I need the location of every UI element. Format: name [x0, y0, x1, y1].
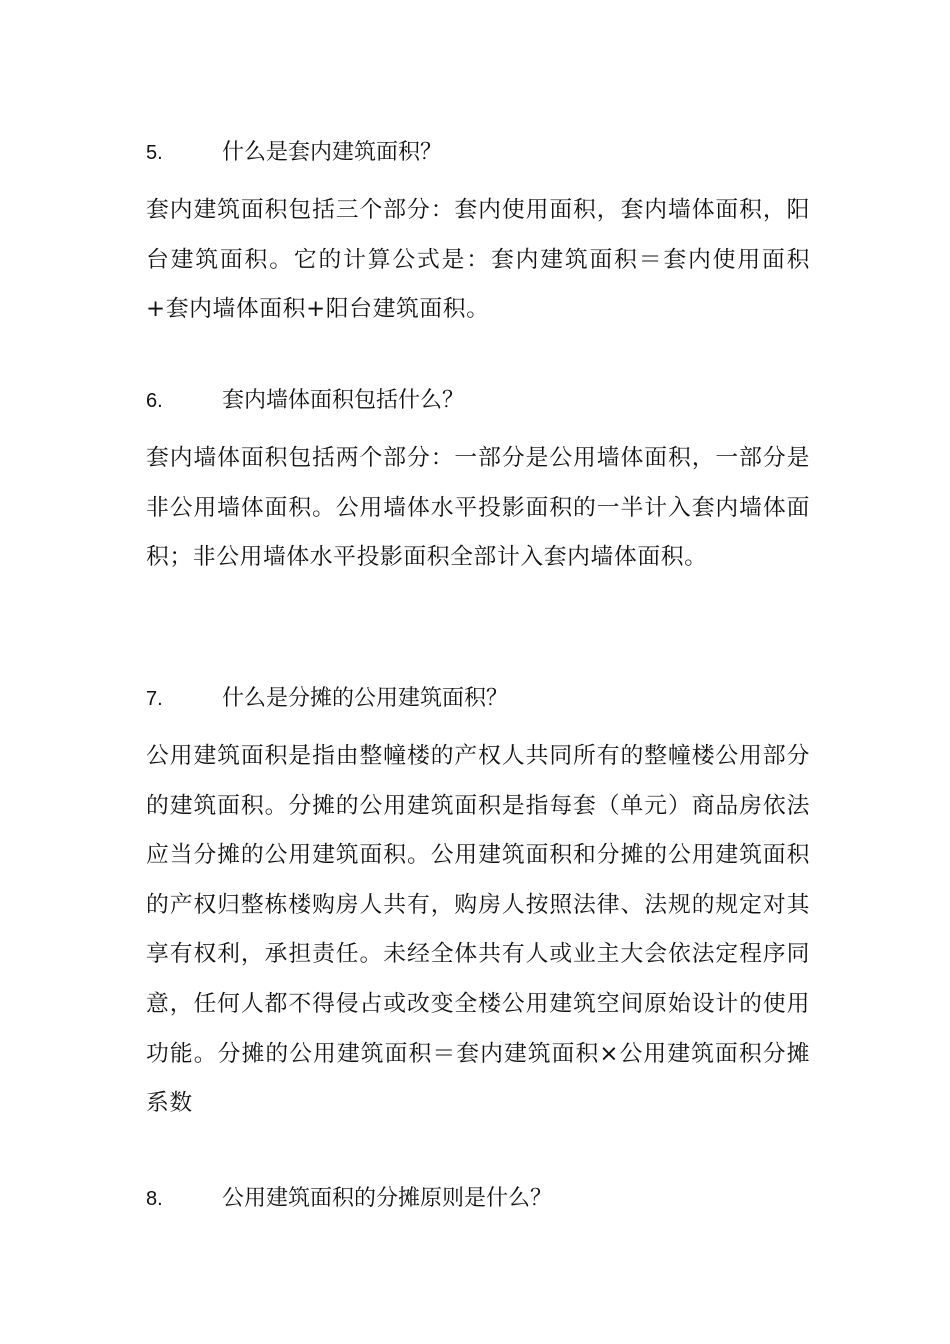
question-number: 8.	[146, 1188, 163, 1210]
answer-paragraph: 公用建筑面积是指由整幢楼的产权人共同所有的整幢楼公用部分的建筑面积。分摊的公用建筑面积是指每套（单元）商品房依法应当分摊的公用建筑面积。公用建筑面积和分摊的公用建筑面积的产权归整栋楼购房人共有，购房人按照法律、法规的规定对其享有权利，承担责任。未经全体共有人或业主大会依法定程序同意，任何人都不得侵占或改变全楼公用建筑空间原始设计的使用功能。分摊的公用建筑面积＝套内建筑面积×公用建筑面积分摊系数	[146, 743, 810, 1117]
question-heading	[146, 388, 810, 414]
question-heading	[146, 686, 810, 712]
question-text: 套内墙体面积包括什么？	[222, 388, 465, 413]
question-number: 7.	[146, 688, 163, 710]
question-text: 什么是分摊的公用建筑面积？	[222, 686, 509, 711]
qa-section-8	[146, 1186, 810, 1212]
question-heading	[146, 140, 810, 166]
qa-section-7	[146, 686, 810, 1129]
qa-section-6	[146, 388, 810, 583]
question-text: 公用建筑面积的分摊原则是什么？	[222, 1186, 553, 1211]
question-number: 5.	[146, 142, 163, 164]
question-heading	[146, 1186, 810, 1212]
qa-section-5	[146, 140, 810, 335]
answer-paragraph: 套内墙体面积包括两个部分：一部分是公用墙体面积，一部分是非公用墙体面积。公用墙体水平投影面积的一半计入套内墙体面积；非公用墙体水平投影面积全部计入套内墙体面积。	[146, 445, 810, 571]
question-text: 什么是套内建筑面积？	[222, 140, 443, 165]
answer-paragraph: 套内建筑面积包括三个部分：套内使用面积，套内墙体面积，阳台建筑面积。它的计算公式是：套内建筑面积＝套内使用面积+套内墙体面积+阳台建筑面积。	[146, 197, 810, 323]
question-number: 6.	[146, 390, 163, 412]
